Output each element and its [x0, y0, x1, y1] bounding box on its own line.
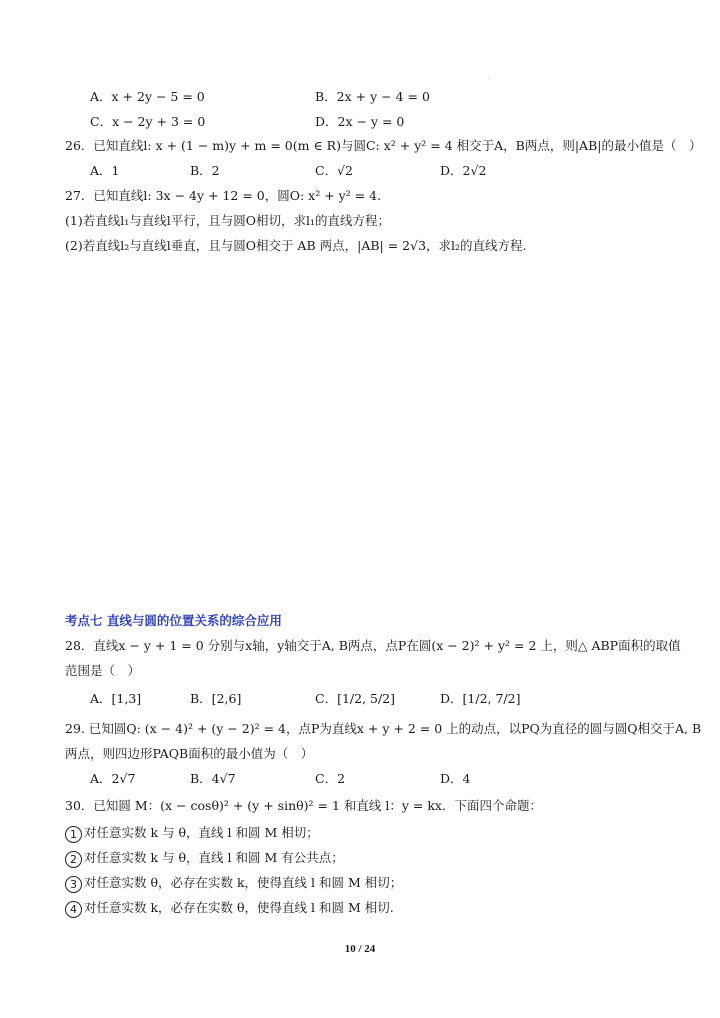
q29-stem-line2: 两点，则四边形PAQB面积的最小值为（ ）	[65, 746, 314, 761]
q25-option-a[interactable]: A．x + 2y − 5 = 0	[90, 89, 205, 104]
q29-option-c[interactable]: C．2	[315, 771, 346, 786]
q30-statement-4	[65, 899, 394, 918]
q25-option-b[interactable]: B．2x + y − 4 = 0	[315, 89, 430, 104]
circled-number-3: 3	[65, 876, 82, 893]
q28-stem-line2: 范围是（ ）	[65, 663, 141, 678]
q27-stem: 27．已知直线l: 3x − 4y + 12 = 0，圆O: x² + y² = 4.	[65, 188, 382, 203]
q30-statement-3	[65, 874, 402, 893]
q30-statement-1-text: 对任意实数 k 与 θ，直线 l 和圆 M 相切；	[84, 825, 319, 840]
q30-stem: 30．已知圆 M：(x − cosθ)² + (y + sinθ)² = 1 和直线 l：y = kx．下面四个命题：	[65, 798, 542, 813]
section-heading: 考点七 直线与圆的位置关系的综合应用	[65, 613, 282, 628]
q30-statement-4-text: 对任意实数 k，必存在实数 θ，使得直线 l 和圆 M 相切.	[84, 900, 394, 915]
q26-stem: 26．已知直线l: x + (1 − m)y + m = 0(m ∈ R)与圆C: x² + y² = 4 相交于A，B两点，则|AB|的最小值是（ ）	[65, 138, 702, 153]
q25-option-d[interactable]: D．2x − y = 0	[315, 114, 405, 129]
q30-statement-2-text: 对任意实数 k 与 θ，直线 l 和圆 M 有公共点；	[84, 850, 344, 865]
q26-option-c[interactable]: C．√2	[315, 163, 353, 178]
q26-option-d[interactable]: D．2√2	[440, 163, 487, 178]
decorative-dot: .	[488, 74, 490, 81]
circled-number-2: 2	[65, 851, 82, 868]
q29-stem-line1: 29. 已知圆Q: (x − 4)² + (y − 2)² = 4，点P为直线x + y + 2 = 0 上的动点，以PQ为直径的圆与圆Q相交于A, B	[65, 721, 702, 736]
q26-option-a[interactable]: A．1	[90, 163, 120, 178]
page-number: 10 / 24	[344, 943, 376, 955]
q28-option-d[interactable]: D．[1/2, 7/2]	[440, 691, 521, 706]
q29-option-b[interactable]: B．4√7	[190, 771, 236, 786]
q28-stem-line1: 28．直线x − y + 1 = 0 分别与x轴，y轴交于A, B两点，点P在圆(x − 2)² + y² = 2 上，则△ ABP面积的取值	[65, 638, 681, 653]
q28-option-c[interactable]: C．[1/2, 5/2]	[315, 691, 395, 706]
q30-statement-1	[65, 824, 319, 843]
q28-option-a[interactable]: A．[1,3]	[90, 691, 142, 706]
q28-option-b[interactable]: B．[2,6]	[190, 691, 242, 706]
q29-option-a[interactable]: A．2√7	[90, 771, 136, 786]
circled-number-1: 1	[65, 826, 82, 843]
q26-option-b[interactable]: B．2	[190, 163, 220, 178]
q30-statement-2	[65, 849, 344, 868]
q25-option-c[interactable]: C．x − 2y + 3 = 0	[90, 114, 206, 129]
q27-part1: (1)若直线l₁与直线l平行，且与圆O相切，求l₁的直线方程；	[65, 213, 390, 228]
q29-option-d[interactable]: D．4	[440, 771, 471, 786]
q30-statement-3-text: 对任意实数 θ，必存在实数 k，使得直线 l 和圆 M 相切；	[84, 875, 403, 890]
q27-part2: (2)若直线l₂与直线l垂直，且与圆O相交于 AB 两点，|AB| = 2√3，求l₂的直线方程.	[65, 238, 527, 253]
circled-number-4: 4	[65, 901, 82, 918]
